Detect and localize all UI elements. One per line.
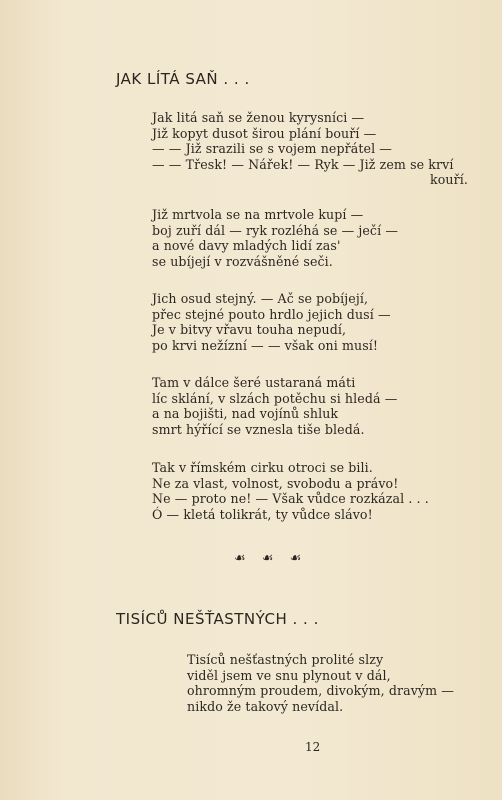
poem-title: JAK LÍTÁ SAŇ . . .: [116, 70, 250, 88]
verse-line: přec stejné pouto hrdlo jejich dusí —: [152, 306, 391, 322]
verse-line: nikdo že takový nevídal.: [187, 698, 344, 714]
verse-line: po krvi nežízní — — však oni musí!: [152, 337, 379, 353]
verse-line: — — Již srazili se s vojem nepřátel —: [152, 141, 392, 156]
verse-line: Je v bitvy vřavu touha nepudí,: [152, 322, 347, 337]
poem-title: TISÍCŮ NEŠŤASTNÝCH . . .: [116, 610, 319, 628]
stanza-1: [152, 110, 468, 188]
verse-line: Jak litá saň se ženou kyrysníci —: [152, 110, 365, 125]
verse-line-continuation: kouří.: [430, 172, 468, 187]
verse-line: líc sklání, v slzách potěchu si hledá —: [152, 390, 398, 406]
stanza-2: [152, 207, 398, 269]
stanza-4: [152, 375, 397, 437]
verse-line: Tam v dálce šeré ustaraná máti: [152, 375, 356, 390]
verse-line: smrt hýřící se vznesla tiše bledá.: [152, 421, 365, 437]
stanza-5: [152, 460, 429, 522]
verse-line: boj zuří dál — ryk rozléhá se — ječí —: [152, 222, 399, 238]
verse-line: se ubíjejí v rozvášněné seči.: [152, 253, 333, 269]
verse-line: ohromným proudem, divokým, dravým —: [187, 683, 454, 698]
stanza-3: [152, 291, 391, 353]
verse-line: — — Třesk! — Nářek! — Ryk — Již zem se krví: [152, 156, 454, 172]
verse-line: viděl jsem ve snu plynout v dál,: [187, 667, 391, 683]
verse-line: Ne za vlast, volnost, svobodu a právo!: [152, 475, 399, 491]
page-number: 12: [305, 740, 321, 754]
verse-line: Ó — kletá tolikrát, ty vůdce slávo!: [152, 506, 373, 522]
verse-line: a na bojišti, nad vojínů shluk: [152, 406, 339, 421]
section-ornament: ☙ ☙ ☙: [234, 551, 308, 566]
verse-line: a nové davy mladých lidí zas': [152, 238, 341, 253]
verse-line: Tak v římském cirku otroci se bili.: [152, 460, 373, 475]
verse-line: Již kopyt dusot širou plání bouří —: [152, 125, 377, 141]
verse-line: Jich osud stejný. — Ač se pobíjejí,: [152, 291, 369, 306]
verse-line: Tisíců nešťastných prolité slzy: [187, 652, 384, 667]
stanza-1: [187, 652, 454, 714]
verse-line: Již mrtvola se na mrtvole kupí —: [152, 207, 364, 222]
verse-line: Ne — proto ne! — Však vůdce rozkázal . . .: [152, 491, 429, 506]
